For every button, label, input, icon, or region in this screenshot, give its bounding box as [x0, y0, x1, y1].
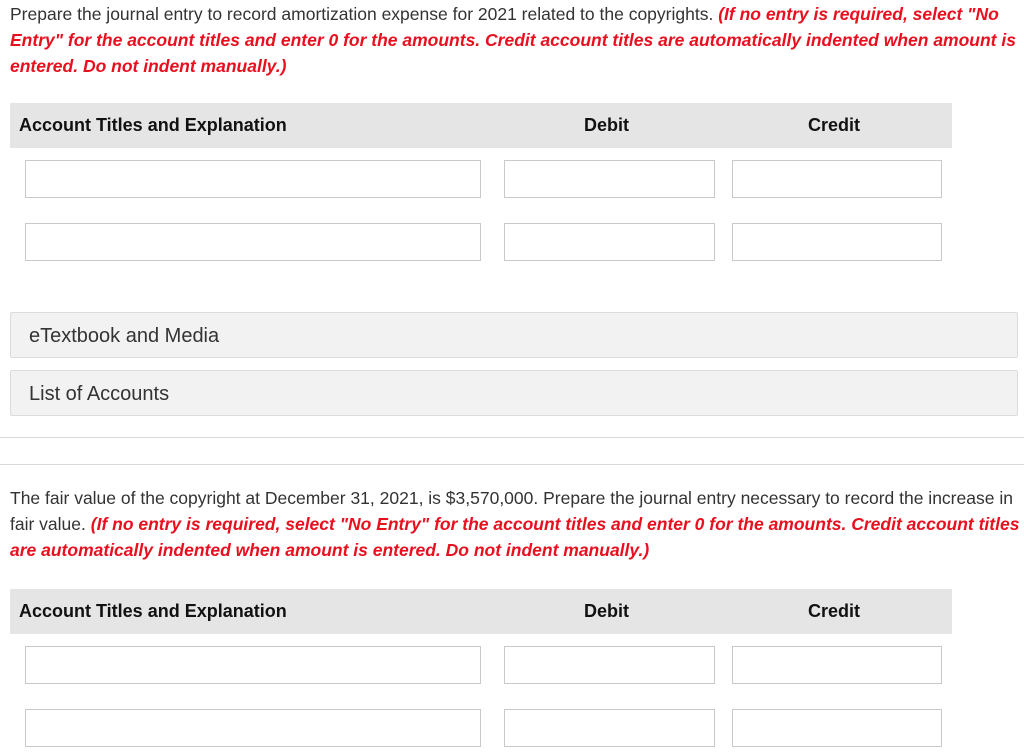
question-text-1: Prepare the journal entry to record amortization expense for 2021 related to the copyrights.	[10, 4, 714, 24]
question-prompt-2	[10, 485, 1020, 563]
instruction-note-1: (If no entry is required, select "No Entry" for the account titles and enter 0 for the amounts. Credit account titles are automatically indented when amount is entered. Do not indent manually.)	[10, 4, 1016, 76]
debit-amount-input[interactable]	[504, 160, 715, 198]
account-title-input[interactable]	[25, 160, 481, 198]
section-divider	[0, 437, 1024, 438]
debit-amount-input[interactable]	[504, 646, 715, 684]
column-header-credit: Credit	[808, 115, 861, 135]
credit-amount-input[interactable]	[732, 160, 942, 198]
account-title-input[interactable]	[25, 646, 481, 684]
account-title-input[interactable]	[25, 223, 481, 261]
instruction-note-2: (If no entry is required, select "No Entry" for the account titles and enter 0 for the amounts. Credit account titles are automatically indented when amount is entered. Do not indent manually.)	[10, 514, 1020, 560]
etextbook-media-label: eTextbook and Media	[29, 325, 220, 347]
journal-table-2-header	[10, 589, 952, 634]
debit-amount-input[interactable]	[504, 223, 715, 261]
question-prompt-1	[10, 1, 1020, 79]
credit-amount-input[interactable]	[732, 709, 942, 747]
account-title-input[interactable]	[25, 709, 481, 747]
column-header-account: Account Titles and Explanation	[19, 115, 287, 135]
question-text-2: The fair value of the copyright at December 31, 2021, is $3,570,000. Prepare the journal entry necessary to record the increase in fair value.	[10, 488, 1013, 534]
column-header-debit: Debit	[584, 601, 629, 621]
list-of-accounts-label: List of Accounts	[29, 383, 170, 405]
column-header-debit: Debit	[584, 115, 629, 135]
etextbook-media-panel[interactable]	[10, 312, 1018, 358]
journal-table-1-header	[10, 103, 952, 148]
list-of-accounts-panel[interactable]	[10, 370, 1018, 416]
column-header-credit: Credit	[808, 601, 861, 621]
debit-amount-input[interactable]	[504, 709, 715, 747]
section-divider	[0, 464, 1024, 465]
credit-amount-input[interactable]	[732, 646, 942, 684]
credit-amount-input[interactable]	[732, 223, 942, 261]
column-header-account: Account Titles and Explanation	[19, 601, 287, 621]
